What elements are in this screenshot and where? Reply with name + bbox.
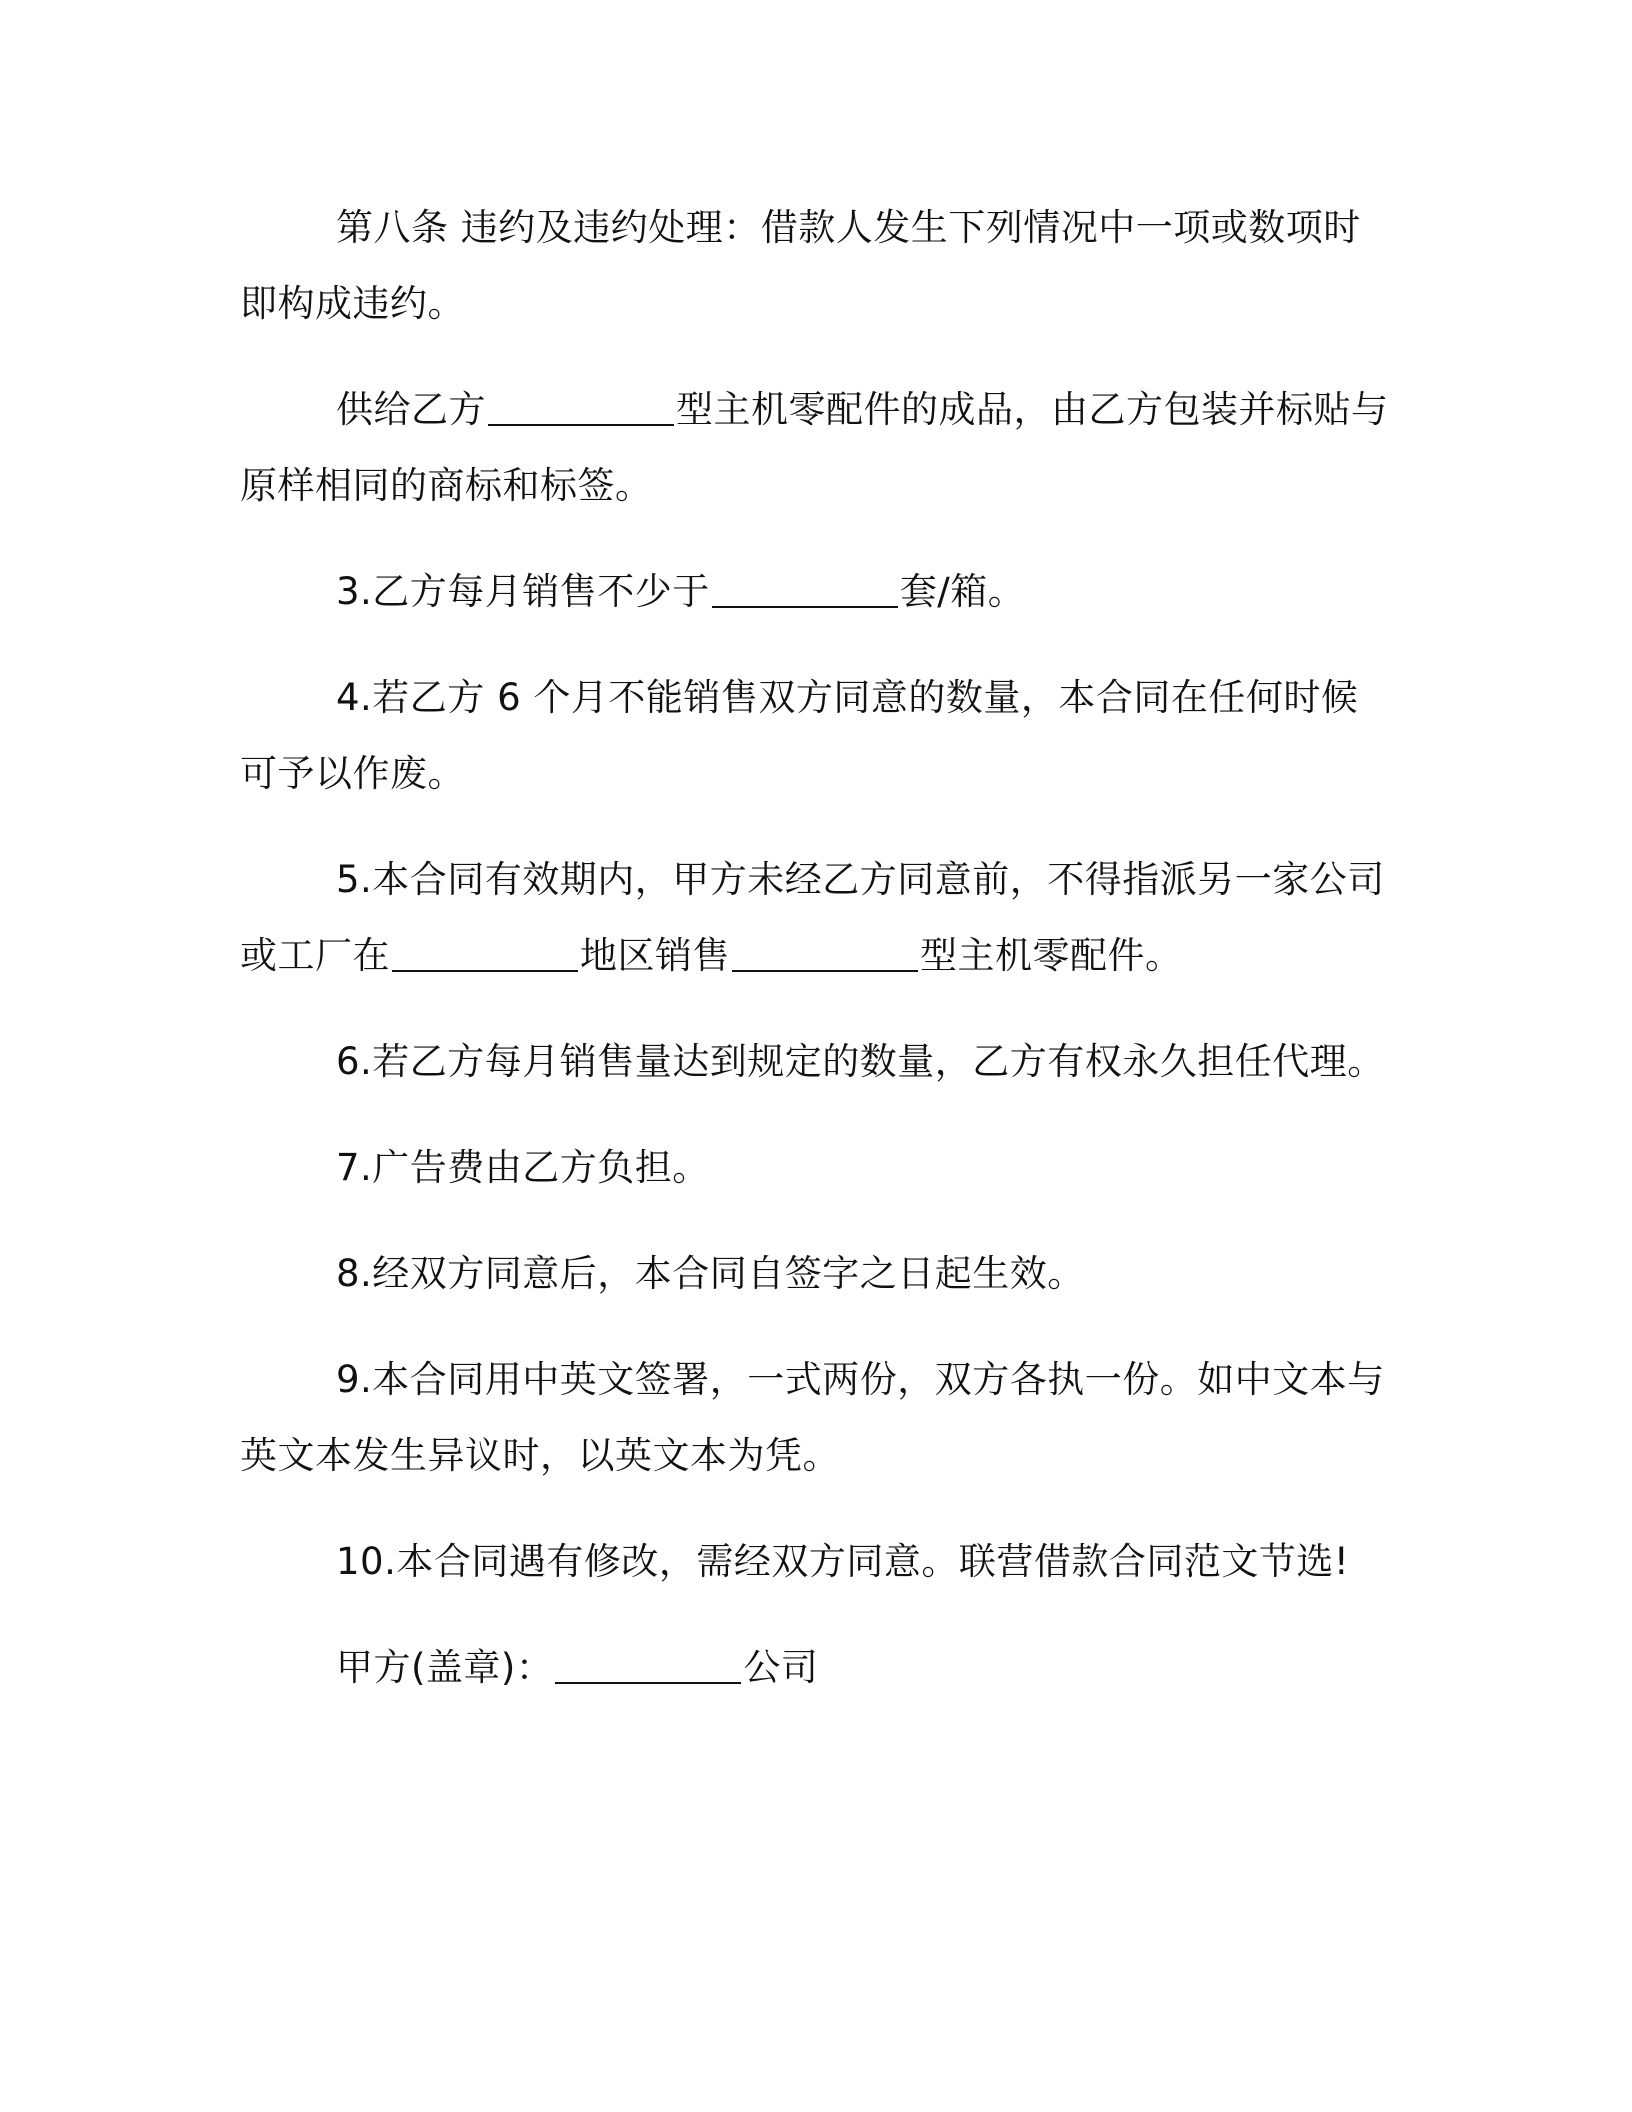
item-5-prefix: 5.本合同有效期内，甲方未经乙方同意前，不得指派另一家公司或工厂在 [240,858,1385,977]
article-8-paragraph [240,190,1392,342]
monthly-quantity-blank [712,576,898,608]
item-9-text: 9.本合同用中英文签署，一式两份，双方各执一份。如中文本与英文本发生异议时，以英文本为凭。 [240,1358,1385,1477]
item-7-paragraph [240,1130,1392,1206]
supply-prefix: 供给乙方 [336,388,486,431]
item-3-suffix: 套/箱。 [899,570,1026,613]
party-a-suffix: 公司 [743,1646,819,1689]
party-a-label: 甲方(盖章)： [336,1646,554,1689]
item-10-text: 10.本合同遇有修改，需经双方同意。联营借款合同范文节选! [336,1540,1350,1583]
item-5-paragraph [240,842,1392,994]
item-6-paragraph [240,1024,1392,1100]
item-5-middle: 地区销售 [580,934,730,977]
item-9-paragraph [240,1342,1392,1494]
party-a-signature-line [240,1630,1392,1706]
model-blank [732,940,918,972]
item-7-text: 7.广告费由乙方负担。 [336,1146,710,1189]
article-8-text: 第八条 违约及违约处理：借款人发生下列情况中一项或数项时即构成违约。 [240,206,1361,325]
item-4-paragraph [240,660,1392,812]
item-8-text: 8.经双方同意后，本合同自签字之日起生效。 [336,1252,1085,1295]
item-8-paragraph [240,1236,1392,1312]
item-3-paragraph [240,554,1392,630]
party-a-company-blank [555,1652,741,1684]
item-6-text: 6.若乙方每月销售量达到规定的数量，乙方有权永久担任代理。 [336,1040,1385,1083]
supply-suffix: 型主机零配件的成品，由乙方包装并标贴与原样相同的商标和标签。 [240,388,1389,507]
supply-paragraph [240,372,1392,524]
document-body [240,190,1392,1706]
item-3-prefix: 3.乙方每月销售不少于 [336,570,710,613]
item-10-paragraph [240,1524,1392,1600]
supply-model-blank [488,394,674,426]
region-blank [392,940,578,972]
item-5-suffix: 型主机零配件。 [920,934,1183,977]
item-4-text: 4.若乙方 6 个月不能销售双方同意的数量，本合同在任何时候可予以作废。 [240,676,1359,795]
